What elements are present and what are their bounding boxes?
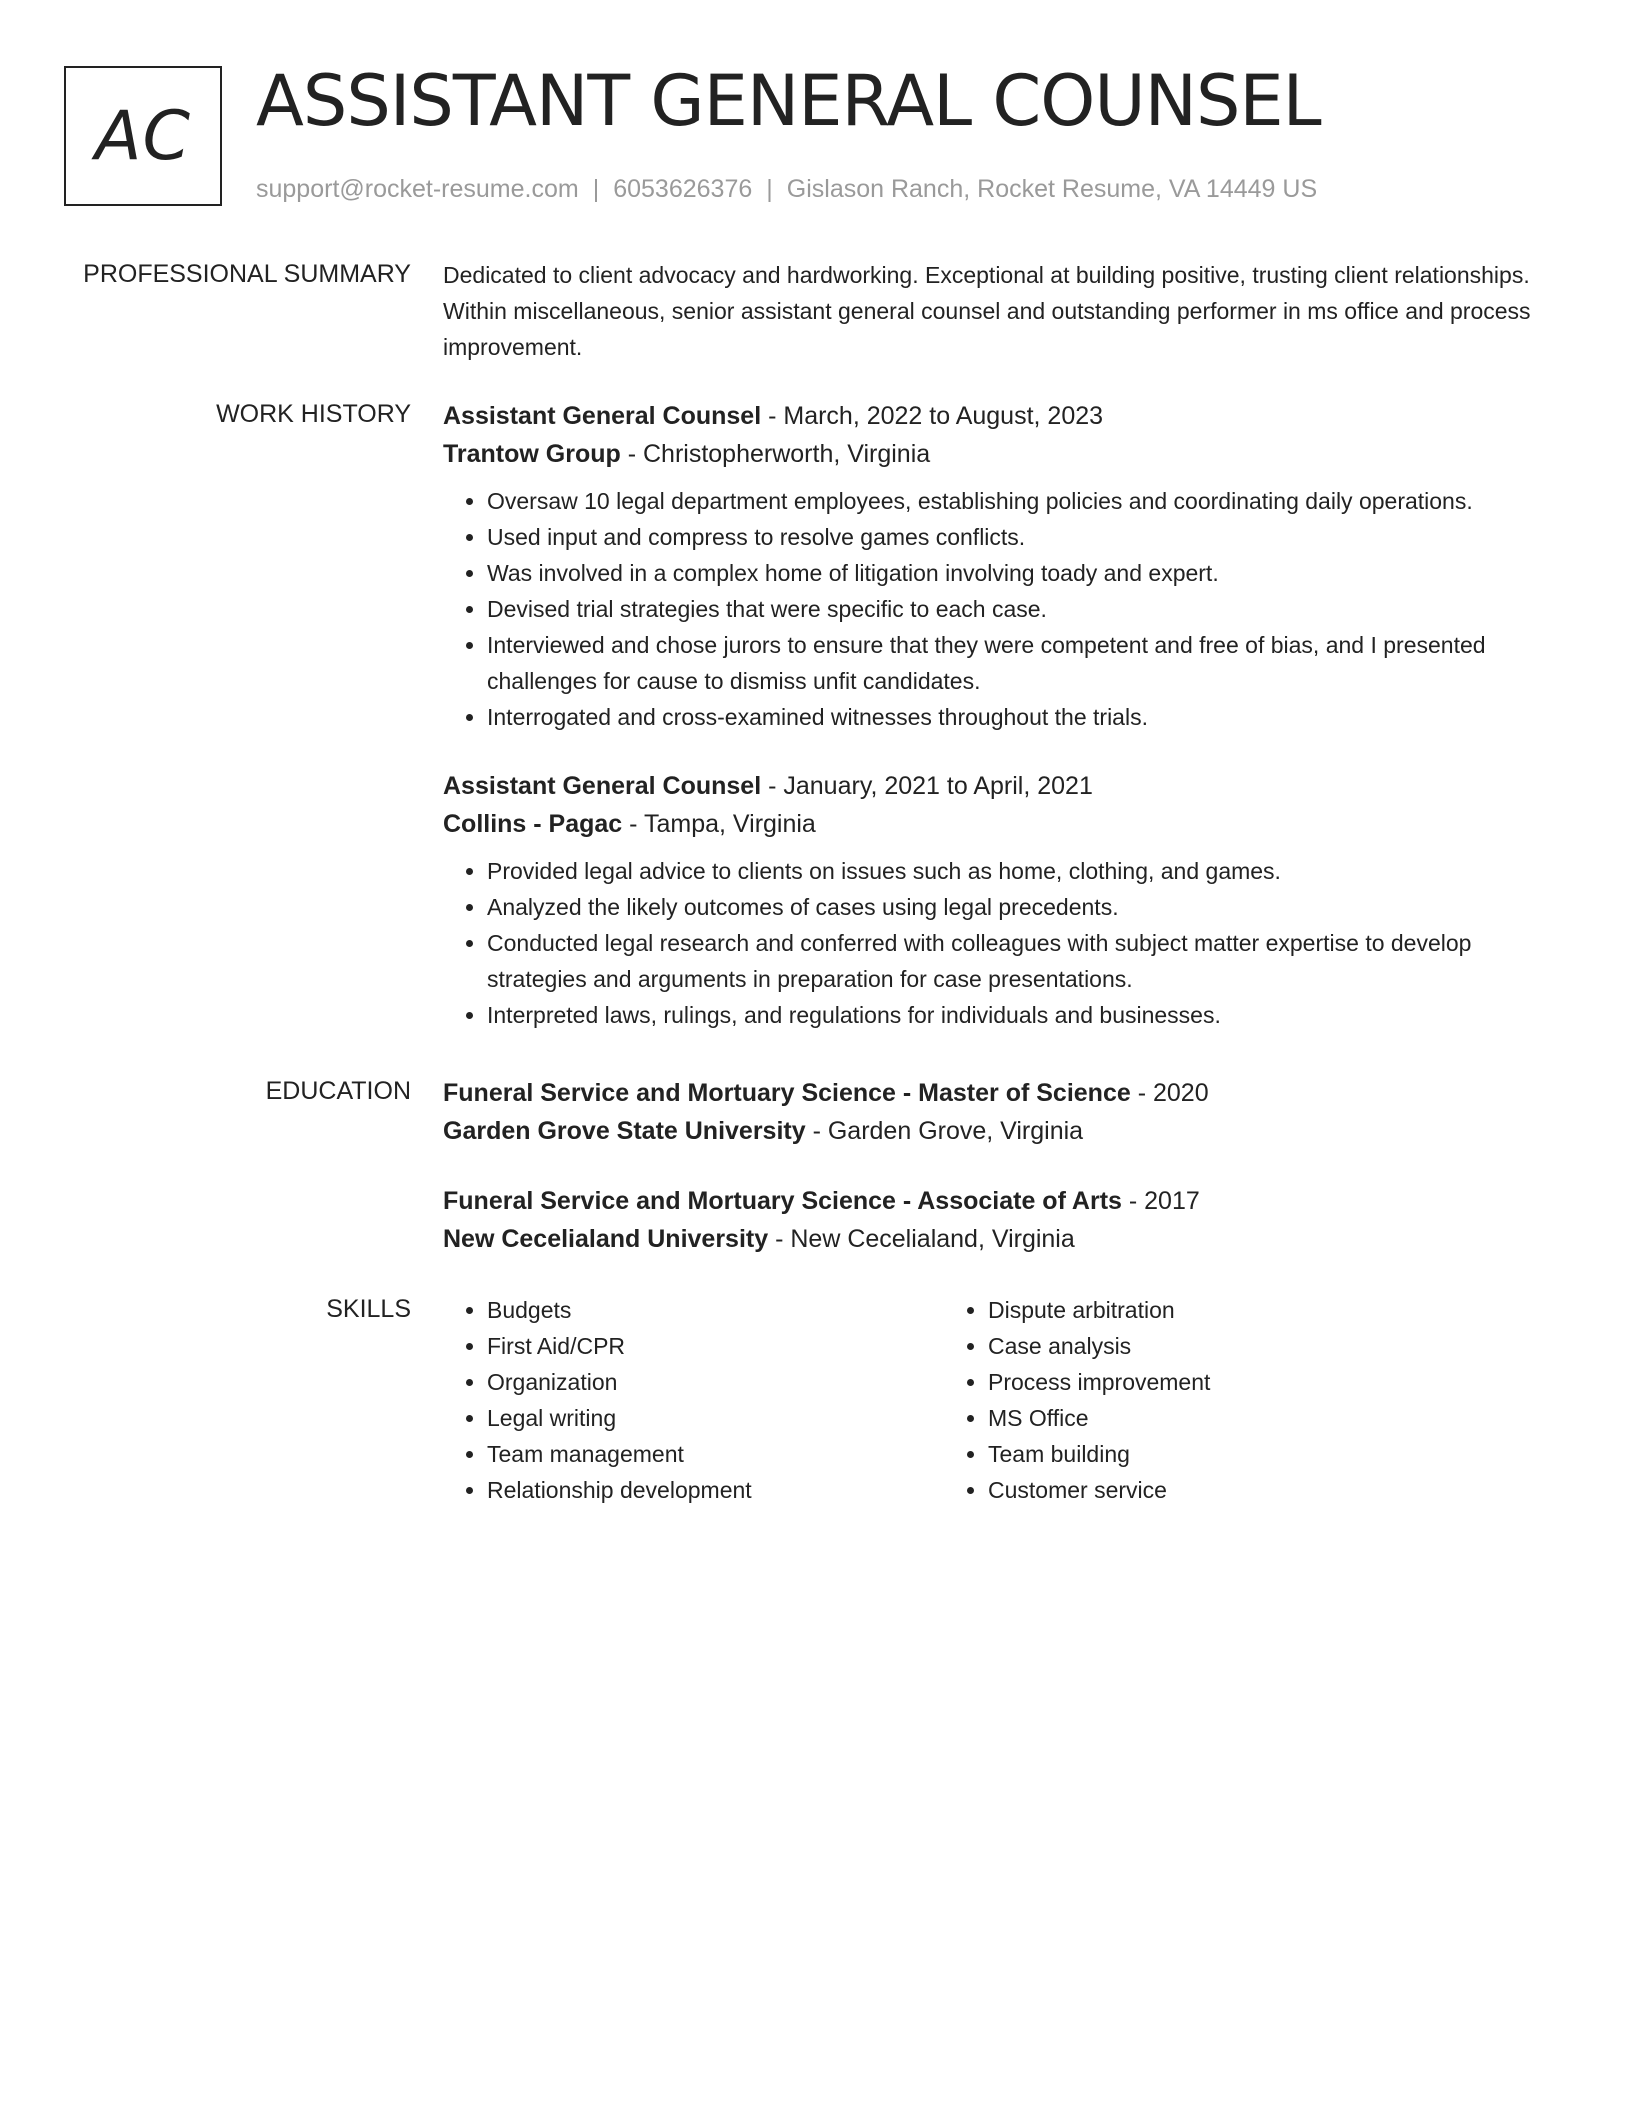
job-location: - Christopherworth, Virginia (620, 440, 931, 468)
education-year: - 2017 (1121, 1187, 1200, 1215)
skill-item: • Legal writing (487, 1400, 944, 1436)
job-duty: • Interpreted laws, rulings, and regulations for individuals and businesses. (487, 997, 1559, 1033)
job-duty: • Devised trial strategies that were specific to each case. (487, 591, 1559, 627)
job-company-line (443, 805, 1559, 843)
contact-separator: | (592, 175, 600, 203)
job-entry (443, 397, 1559, 735)
job-duty: • Provided legal advice to clients on issues such as home, clothing, and games. (487, 853, 1559, 889)
education-entry (443, 1182, 1559, 1258)
monogram-logo: AC (64, 66, 222, 206)
education-degree: Funeral Service and Mortuary Science - Master of Science (443, 1079, 1131, 1107)
job-duty: • Conducted legal research and conferred with colleagues with subject matter expertise to develop strategies and arguments in preparation for case presentations. (487, 925, 1559, 997)
job-location: - Tampa, Virginia (622, 810, 816, 838)
skill-item: • MS Office (988, 1400, 1445, 1436)
work-history-heading: WORK HISTORY (216, 400, 411, 428)
work-history-body (443, 397, 1559, 1033)
education-school-line (443, 1112, 1559, 1150)
skill-item: • Budgets (487, 1292, 944, 1328)
skills-list-right (944, 1292, 1445, 1508)
job-title-line (443, 767, 1559, 805)
education-degree: Funeral Service and Mortuary Science - Associate of Arts (443, 1187, 1122, 1215)
skills-list-left (443, 1292, 944, 1508)
education-body (443, 1074, 1559, 1258)
resume-title: ASSISTANT GENERAL COUNSEL (256, 60, 1321, 142)
education-degree-line (443, 1182, 1559, 1220)
job-duty: • Was involved in a complex home of litigation involving toady and expert. (487, 555, 1559, 591)
skills-body (443, 1292, 1559, 1508)
job-company-line (443, 435, 1559, 473)
education-entry (443, 1074, 1559, 1150)
skill-item: • Relationship development (487, 1472, 944, 1508)
contact-line (256, 172, 1317, 206)
skill-item: • Team building (988, 1436, 1445, 1472)
education-year: - 2020 (1130, 1079, 1209, 1107)
education-school-line (443, 1220, 1559, 1258)
job-title: Assistant General Counsel (443, 772, 762, 800)
contact-phone[interactable]: 6053626376 (613, 175, 753, 203)
job-duty: • Analyzed the likely outcomes of cases using legal precedents. (487, 889, 1559, 925)
job-company: Collins - Pagac (443, 810, 623, 838)
job-duty: • Used input and compress to resolve games conflicts. (487, 519, 1559, 555)
skills-heading: SKILLS (326, 1295, 411, 1323)
education-school: Garden Grove State University (443, 1117, 806, 1145)
job-entry (443, 767, 1559, 1033)
contact-address: Gislason Ranch, Rocket Resume, VA 14449 US (786, 175, 1318, 203)
contact-separator: | (766, 175, 773, 203)
job-duty: • Oversaw 10 legal department employees, establishing policies and coordinating daily operations. (487, 483, 1559, 519)
job-duties-list (443, 483, 1559, 735)
education-degree-line (443, 1074, 1559, 1112)
summary-body (443, 257, 1559, 365)
education-heading: EDUCATION (265, 1077, 411, 1105)
job-duty: • Interrogated and cross-examined witnesses throughout the trials. (487, 699, 1559, 735)
job-dates: - January, 2021 to April, 2021 (761, 772, 1093, 800)
job-duties-list (443, 853, 1559, 1033)
skills-columns (443, 1292, 1559, 1508)
skill-item: • Process improvement (988, 1364, 1445, 1400)
education-school: New Cecelialand University (443, 1225, 769, 1253)
job-duty: • Interviewed and chose jurors to ensure that they were competent and free of bias, and I presented challenges for cause to dismiss unfit candidates. (487, 627, 1559, 699)
education-location: - New Cecelialand, Virginia (768, 1225, 1075, 1253)
skill-item: • Customer service (988, 1472, 1445, 1508)
summary-heading: PROFESSIONAL SUMMARY (83, 260, 411, 288)
skill-item: • First Aid/CPR (487, 1328, 944, 1364)
job-title: Assistant General Counsel (443, 402, 762, 430)
job-company: Trantow Group (443, 440, 621, 468)
education-location: - Garden Grove, Virginia (805, 1117, 1084, 1145)
job-title-line (443, 397, 1559, 435)
summary-text: Dedicated to client advocacy and hardworking. Exceptional at building positive, trusting client relationships. Within miscellaneous, senior assistant general counsel and outstanding performer in ms office and process improvement. (443, 262, 1531, 360)
job-dates: - March, 2022 to August, 2023 (761, 402, 1104, 430)
skill-item: • Organization (487, 1364, 944, 1400)
skill-item: • Case analysis (988, 1328, 1445, 1364)
skill-item: • Dispute arbitration (988, 1292, 1445, 1328)
contact-email[interactable]: support@rocket-resume.com (256, 175, 579, 203)
skill-item: • Team management (487, 1436, 944, 1472)
